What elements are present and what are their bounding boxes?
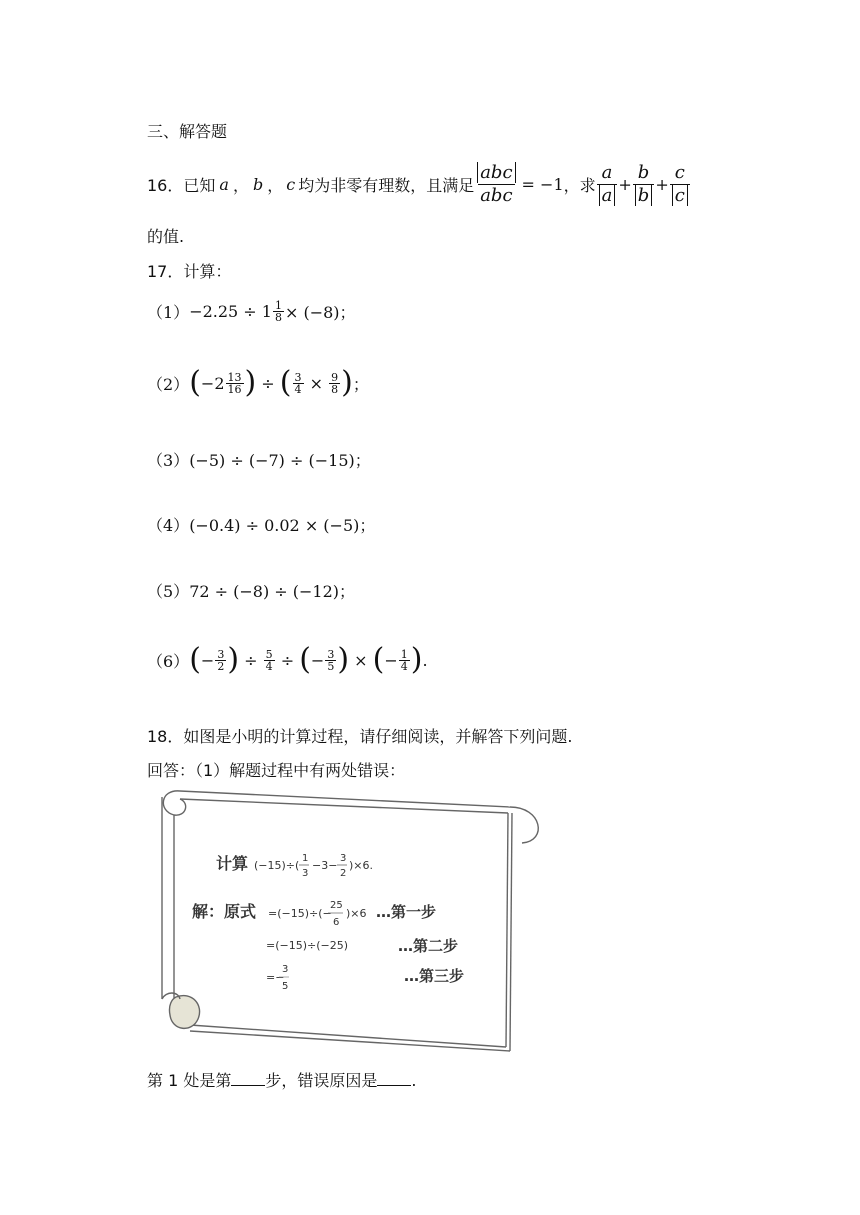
q17-item-6-fraction-4 xyxy=(399,649,410,672)
q16-term-b xyxy=(633,162,655,207)
q16-term-a-den: a xyxy=(599,185,616,206)
fig-line-3-num: 3 xyxy=(282,964,289,975)
q16-sep-1: ， xyxy=(232,175,249,195)
q17-item-2-fraction-3 xyxy=(329,372,340,395)
scroll-top-curl-icon xyxy=(163,791,185,815)
fig-sol-f-den: 6 xyxy=(333,917,340,928)
fig-sol-end: )×6 xyxy=(346,907,367,920)
q17-item-2-f2-den: 4 xyxy=(294,382,302,396)
q17-item-6-div-1: ÷ xyxy=(239,650,263,670)
q17-item-1-frac-den: 8 xyxy=(274,310,282,324)
q18-answer-intro: 回答：（1）解题过程中有两处错误： xyxy=(147,761,406,780)
q17-item-2-label: （2） xyxy=(147,374,190,394)
q16-condition-fraction xyxy=(475,162,517,207)
q16-term-c xyxy=(670,162,690,207)
q18-q1-fill xyxy=(147,1068,416,1091)
q17-item-6-f1-num: 3 xyxy=(217,647,225,661)
fig-calc-f1-num: 1 xyxy=(302,853,309,864)
q16-frac-numerator: abc xyxy=(477,162,515,183)
q17-item-1-pre: −2.25 ÷ 1 xyxy=(189,301,272,321)
q17-item-5-label: （5） xyxy=(147,582,190,601)
q18-text: 如图是小明的计算过程，请仔细阅读，并解答下列问题. xyxy=(183,727,573,746)
q17-item-6-f3-den: 5 xyxy=(327,659,335,673)
fig-step-2: …第二步 xyxy=(398,937,459,955)
q16-term-b-num: b xyxy=(637,161,650,183)
q17-item-6: （6） ( − $\frac{3}{2}$ ) ÷ $\frac{5}{4}$ ÷ ( − $\frac{3}{5}$ ) × ( − $\frac{1}{4}$ ) . xyxy=(147,642,428,677)
fig-step-3: …第三步 xyxy=(404,967,465,985)
q17-item-2-div: ÷ xyxy=(256,373,280,393)
q17-item-6-f4-num: 1 xyxy=(400,647,408,661)
q17-item-6-fraction-2 xyxy=(264,649,275,672)
scroll-right-curl-icon xyxy=(510,807,538,843)
question-16: 16． 已知 a ， b ， c 均为非零有理数，且满足 $\frac{\text{abc}}{\text{abc}}$ = −1 ，求 $\frac{a}{a}$ + $\frac{b}{b}$ + $\frac{c}{c}$ xyxy=(147,156,691,212)
q17-item-2-f2-num: 3 xyxy=(294,370,302,384)
fig-line-3-pre: =− xyxy=(266,971,285,984)
q16-text-2: 均为非零有理数，且满足 xyxy=(298,175,475,195)
q17-item-6-times: × xyxy=(349,650,373,670)
q17-item-6-f3-num: 3 xyxy=(327,647,335,661)
q18-q1-blank-reason[interactable] xyxy=(377,1071,411,1086)
q17-item-2-f1-num: 13 xyxy=(227,370,242,384)
fig-calc-f1-den: 3 xyxy=(302,868,309,879)
q17-item-2-times: × xyxy=(304,373,329,393)
q17-item-2-fraction-2 xyxy=(293,372,304,395)
q17-item-6-f2-num: 5 xyxy=(265,647,273,661)
q16-term-a xyxy=(597,162,618,207)
q17-number: 17． xyxy=(147,262,184,281)
fig-calc-f2-num: 3 xyxy=(340,853,347,864)
q16-term-a-num: a xyxy=(601,161,613,183)
q17-item-6-fraction-3 xyxy=(325,649,336,672)
fig-sol-label: 解：原式 xyxy=(192,902,257,921)
q17-item-3-expr: (−5) ÷ (−7) ÷ (−15)； xyxy=(189,451,371,470)
fig-sol-f-num: 25 xyxy=(330,900,343,911)
q17-item-2-f1-den: 16 xyxy=(227,382,242,396)
q17-item-1-fraction xyxy=(273,300,284,323)
scroll-bottom-curl-icon xyxy=(169,996,199,1029)
q16-sep-2: ， xyxy=(267,175,284,195)
q17-item-6-div-2: ÷ xyxy=(275,650,300,670)
fig-calc-label: 计算 xyxy=(216,854,249,873)
q16-number: 16． xyxy=(147,175,184,195)
q16-text-1: 已知 xyxy=(183,175,216,195)
q18-scroll-figure xyxy=(150,785,560,1055)
q18-q1-text-c: . xyxy=(411,1071,417,1090)
fig-sol-expr: =(−15)÷(− xyxy=(268,907,332,920)
q16-var-c: c xyxy=(286,174,296,194)
fig-line-2: =(−15)÷(−25) xyxy=(266,939,349,952)
q16-text-4: 的值. xyxy=(147,227,185,246)
fig-step-1: …第一步 xyxy=(376,903,437,921)
q18-q1-text-a: 第 1 处是第 xyxy=(147,1071,232,1090)
q17-item-6-end: . xyxy=(422,650,428,670)
q17-item-4-label: （4） xyxy=(147,516,190,535)
q17-item-1-frac-num: 1 xyxy=(274,298,282,312)
q17-item-2-whole: −2 xyxy=(200,373,225,393)
q17-item-2-end: ； xyxy=(352,374,369,394)
q17-item-1 xyxy=(147,296,356,326)
q17-title: 计算： xyxy=(183,262,232,281)
fig-calc-expr: (−15)÷( xyxy=(254,859,300,872)
q16-frac-denominator: abc xyxy=(480,184,513,206)
section-title: 三、解答题 xyxy=(147,122,228,141)
q17-item-2-f3-den: 8 xyxy=(331,382,339,396)
question-17 xyxy=(147,259,231,282)
q17-item-2-f3-num: 9 xyxy=(331,370,339,384)
q18-q1-blank-step[interactable] xyxy=(231,1071,265,1086)
fig-calc-mid: −3− xyxy=(312,859,338,872)
q17-item-5-expr: 72 ÷ (−8) ÷ (−12)； xyxy=(189,582,356,601)
q17-item-3-label: （3） xyxy=(147,451,190,470)
question-18 xyxy=(147,724,572,747)
q17-item-1-label: （1） xyxy=(147,302,190,322)
q17-item-2: （2） ( −2 $\frac{13}{16}$ ) ÷ ( $\frac{3}{4}$ × $\frac{9}{8}$ ) ； xyxy=(147,365,369,400)
fig-calc-f2-den: 2 xyxy=(340,868,347,879)
q17-item-4-expr: (−0.4) ÷ 0.02 × (−5)； xyxy=(189,516,376,535)
q16-equals: = −1 xyxy=(521,174,564,194)
q18-q1-text-b: 步，错误原因是 xyxy=(265,1071,378,1090)
q17-item-6-label: （6） xyxy=(147,651,190,671)
q16-term-c-den: c xyxy=(672,185,688,206)
q18-number: 18． xyxy=(147,727,184,746)
q16-term-b-den: b xyxy=(635,185,653,206)
q17-item-2-fraction-1 xyxy=(226,372,244,395)
q17-item-6-fraction-1 xyxy=(215,649,226,672)
q17-item-6-f1-den: 2 xyxy=(217,659,225,673)
q16-var-b: b xyxy=(252,174,264,194)
q16-var-a: a xyxy=(219,174,229,194)
q16-text-3: ，求 xyxy=(563,175,596,195)
q16-term-c-num: c xyxy=(674,161,685,183)
q17-item-3 xyxy=(147,448,371,471)
q17-item-6-f2-den: 4 xyxy=(265,659,273,673)
q17-item-6-f4-den: 4 xyxy=(400,659,408,673)
q17-item-4 xyxy=(147,513,375,536)
q17-item-1-post: × (−8)； xyxy=(284,302,356,322)
fig-line-3-den: 5 xyxy=(282,981,289,992)
q17-item-5 xyxy=(147,579,355,602)
fig-calc-end: )×6. xyxy=(349,859,374,872)
